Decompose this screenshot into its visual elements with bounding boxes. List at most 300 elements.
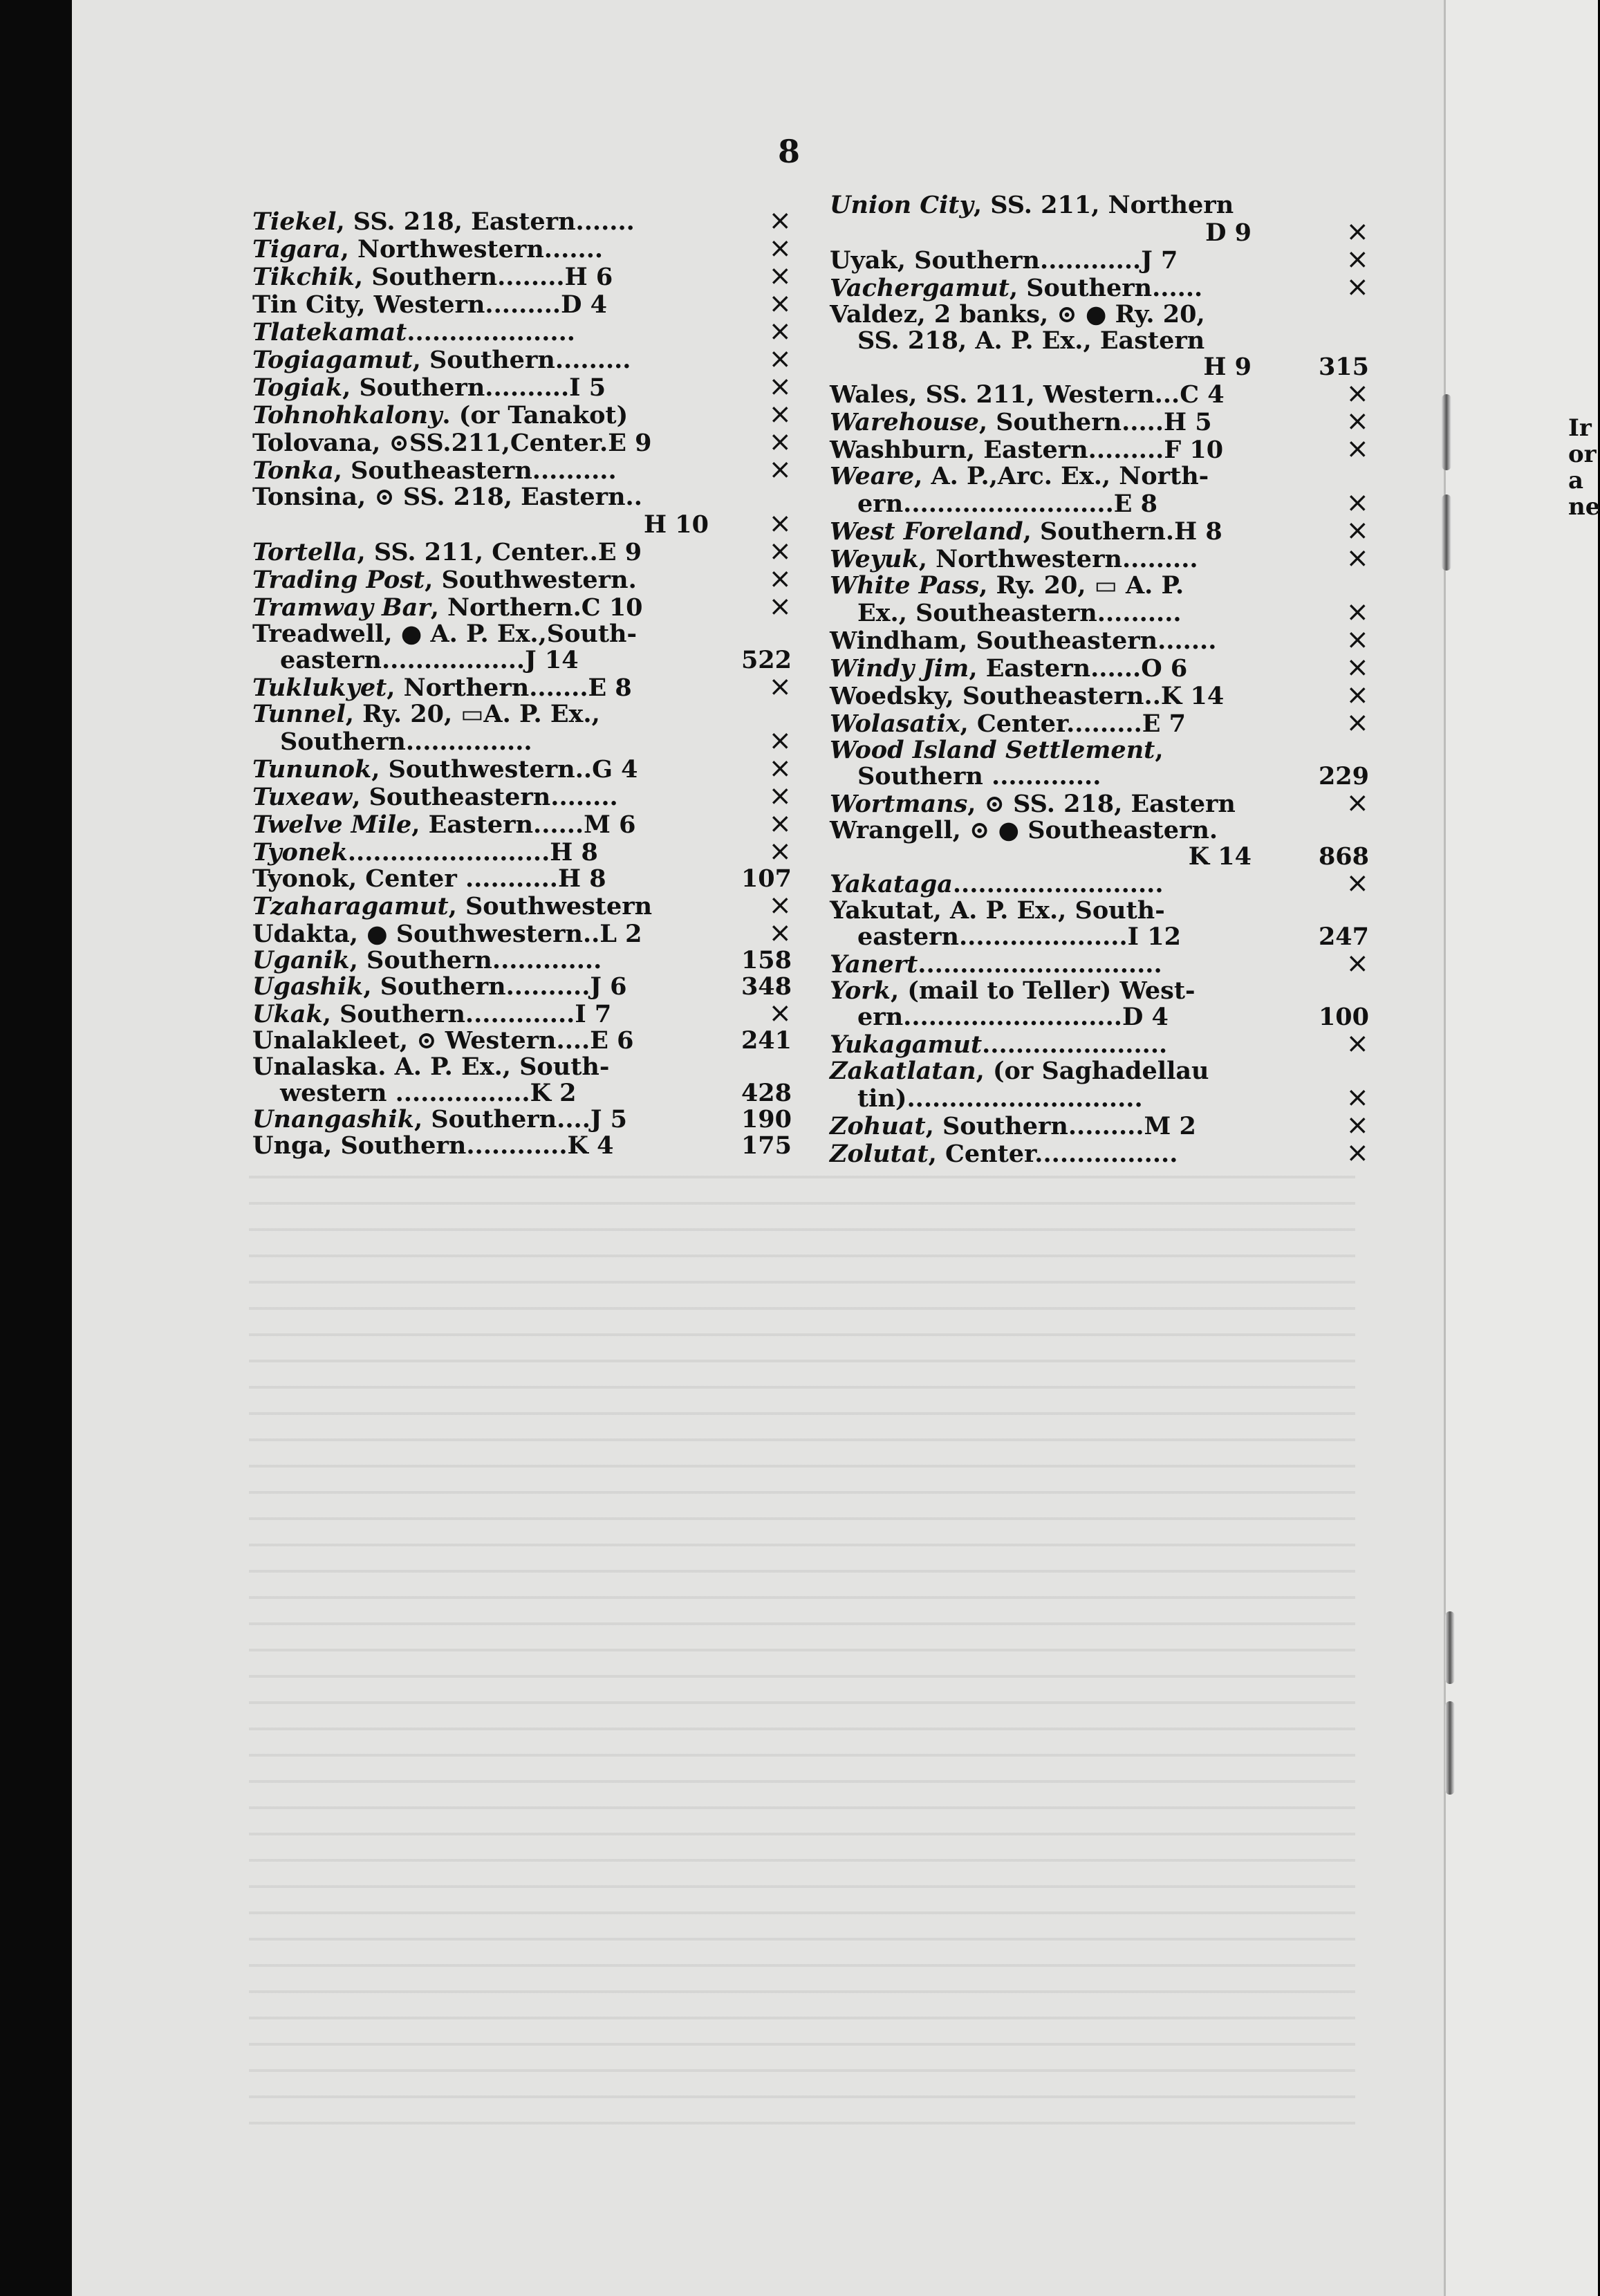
entry-text bbox=[252, 974, 709, 1000]
scan-left-border bbox=[0, 0, 72, 2296]
entry-line bbox=[830, 978, 1369, 1004]
entry-text bbox=[830, 382, 1252, 408]
entry-text bbox=[252, 621, 709, 647]
place-name: Zohuat bbox=[830, 1112, 926, 1140]
place-description: , Center.........E 7 bbox=[960, 710, 1186, 738]
entry-value bbox=[1252, 271, 1369, 303]
entry-text bbox=[830, 437, 1252, 463]
entry-value bbox=[1252, 243, 1369, 275]
entry-line bbox=[252, 315, 792, 347]
entry-continuation bbox=[830, 354, 1369, 380]
entry-text bbox=[830, 573, 1252, 599]
entry-text bbox=[252, 1054, 709, 1080]
place-name: Wrangell bbox=[830, 816, 953, 844]
entry-line bbox=[830, 737, 1369, 763]
cross-mark-icon: × bbox=[768, 780, 792, 812]
cross-mark-icon: × bbox=[1346, 515, 1369, 546]
place-description: , Center ...........H 8 bbox=[348, 864, 606, 893]
cross-mark-icon: × bbox=[768, 288, 792, 320]
entry-line bbox=[830, 433, 1369, 465]
cross-mark-icon: × bbox=[1346, 624, 1369, 656]
entry-text bbox=[830, 656, 1252, 682]
place-description: , SS. 211, Northern bbox=[973, 191, 1234, 219]
gazetteer-entry bbox=[252, 701, 792, 755]
place-description: , ● A. P. Ex.,South- bbox=[384, 620, 637, 648]
edge-letter: a bbox=[1568, 467, 1584, 494]
entry-value bbox=[1252, 867, 1369, 899]
gazetteer-entry bbox=[252, 232, 792, 264]
place-description: , bbox=[1155, 736, 1164, 764]
place-description: ......................... bbox=[952, 870, 1164, 898]
entry-text bbox=[252, 840, 709, 866]
gazetteer-entry bbox=[830, 302, 1369, 380]
entry-continuation bbox=[830, 596, 1369, 628]
entry-line bbox=[252, 1107, 792, 1133]
continuation-text: Southern............... bbox=[280, 728, 532, 756]
place-name: Yakataga bbox=[830, 870, 953, 898]
bleed-through-text bbox=[249, 1176, 1355, 2144]
place-description: , Eastern......M 6 bbox=[411, 811, 636, 839]
cross-mark-icon: × bbox=[1346, 679, 1369, 711]
cross-mark-icon: × bbox=[768, 671, 792, 703]
entry-line bbox=[252, 947, 792, 974]
cross-mark-icon: × bbox=[1346, 947, 1369, 979]
place-description: , ⊙SS.211,Center.E 9 bbox=[372, 429, 652, 457]
entry-text bbox=[252, 595, 709, 621]
place-name: Tununok bbox=[252, 755, 372, 784]
place-description: , Southern............J 7 bbox=[897, 246, 1178, 275]
entry-line bbox=[830, 573, 1369, 599]
entry-line bbox=[830, 651, 1369, 683]
entry-line bbox=[252, 232, 792, 264]
entry-line bbox=[830, 707, 1369, 739]
gazetteer-entry bbox=[252, 260, 792, 292]
entry-value: 107 bbox=[741, 864, 792, 893]
entry-line bbox=[830, 405, 1369, 437]
place-description: , Ry. 20, ▭A. P. Ex., bbox=[345, 700, 600, 728]
entry-value bbox=[709, 456, 792, 484]
entry-line bbox=[252, 835, 792, 867]
place-description: , SS. 211, Western...C 4 bbox=[909, 380, 1225, 409]
place-name: Tonka bbox=[252, 456, 334, 485]
place-description: , Southeastern....... bbox=[959, 627, 1217, 655]
entry-text bbox=[830, 628, 1252, 654]
entry-text bbox=[830, 952, 1252, 978]
place-name: Trading Post bbox=[252, 566, 425, 594]
entry-line bbox=[830, 1058, 1369, 1084]
place-name: Wales bbox=[830, 380, 909, 409]
gazetteer-entry bbox=[252, 315, 792, 347]
place-name: Weare bbox=[830, 462, 915, 490]
place-description: . (or Tanakot) bbox=[442, 401, 629, 429]
entry-text bbox=[252, 701, 709, 728]
place-name: Togiagamut bbox=[252, 346, 413, 374]
continuation-text: K 14 bbox=[1188, 842, 1252, 871]
entry-text bbox=[830, 817, 1252, 844]
entry-line bbox=[830, 542, 1369, 574]
entry-value bbox=[709, 343, 792, 375]
cross-mark-icon: × bbox=[768, 997, 792, 1029]
place-description: , Center................. bbox=[928, 1140, 1178, 1168]
entry-line bbox=[830, 1030, 1369, 1058]
gazetteer-entry bbox=[830, 1030, 1369, 1058]
entry-text bbox=[252, 402, 709, 429]
entry-text bbox=[830, 302, 1252, 328]
entry-text bbox=[830, 871, 1252, 898]
place-description: , Southwestern..G 4 bbox=[371, 755, 638, 784]
cross-mark-icon: × bbox=[768, 232, 792, 264]
place-name: Unangashik bbox=[252, 1105, 414, 1133]
gazetteer-entry bbox=[252, 889, 792, 921]
place-description: , Northern.C 10 bbox=[430, 593, 643, 622]
gazetteer-entry bbox=[252, 426, 792, 458]
continuation-text: ern.........................E 8 bbox=[857, 490, 1157, 518]
place-name: Wolasatix bbox=[830, 710, 960, 738]
place-name: Tunnel bbox=[252, 700, 346, 728]
gazetteer-entry bbox=[830, 433, 1369, 465]
cross-mark-icon: × bbox=[1346, 1028, 1369, 1059]
place-description: , Southeastern..K 14 bbox=[945, 682, 1225, 710]
place-name: York bbox=[830, 976, 891, 1005]
entry-value bbox=[1252, 405, 1369, 437]
continuation-text: Southern ............. bbox=[857, 762, 1101, 790]
entry-value bbox=[1252, 679, 1369, 711]
cross-mark-icon: × bbox=[768, 454, 792, 485]
cross-mark-icon: × bbox=[1346, 1137, 1369, 1169]
place-name: Weyuk bbox=[830, 545, 919, 573]
entry-text bbox=[830, 1113, 1252, 1140]
entry-line bbox=[252, 426, 792, 458]
cross-mark-icon: × bbox=[1346, 651, 1369, 683]
continuation-text: eastern.................J 14 bbox=[280, 646, 579, 674]
cross-mark-icon: × bbox=[768, 835, 792, 867]
cross-mark-icon: × bbox=[768, 808, 792, 840]
place-name: Valdez bbox=[830, 300, 918, 328]
place-name: Togiak bbox=[252, 373, 343, 402]
gazetteer-entry bbox=[252, 997, 792, 1029]
place-name: Tin City bbox=[252, 290, 357, 319]
cross-mark-icon: × bbox=[1346, 271, 1369, 303]
gazetteer-entry bbox=[252, 947, 792, 974]
continuation-text: SS. 218, A. P. Ex., Eastern bbox=[857, 326, 1205, 355]
place-description: , Southern.........M 2 bbox=[925, 1112, 1196, 1140]
entry-text bbox=[830, 711, 1252, 737]
cross-mark-icon: × bbox=[1346, 433, 1369, 465]
entry-line bbox=[252, 701, 792, 728]
entry-line bbox=[830, 192, 1369, 219]
entry-line bbox=[252, 780, 792, 812]
cross-mark-icon: × bbox=[768, 563, 792, 595]
entry-line bbox=[252, 535, 792, 567]
entry-value bbox=[1252, 596, 1369, 628]
gazetteer-entry bbox=[252, 917, 792, 949]
place-description: , Southern..........I 5 bbox=[342, 373, 606, 402]
entry-value bbox=[709, 808, 792, 840]
gazetteer-entry bbox=[252, 835, 792, 867]
staple-bottom-upper bbox=[1445, 1611, 1455, 1684]
entry-text bbox=[252, 866, 709, 892]
place-name: Uganik bbox=[252, 946, 350, 974]
entry-value bbox=[1252, 1109, 1369, 1141]
gazetteer-entry bbox=[252, 866, 792, 892]
entry-value bbox=[1252, 487, 1369, 519]
continuation-text: D 9 bbox=[1205, 219, 1252, 247]
entry-line bbox=[830, 679, 1369, 711]
place-description: , Northwestern......... bbox=[918, 545, 1198, 573]
gazetteer-entry bbox=[830, 192, 1369, 246]
place-name: Yukagamut bbox=[830, 1030, 983, 1059]
gazetteer-entry bbox=[830, 1109, 1369, 1141]
place-name: Wood Island Settlement bbox=[830, 736, 1155, 764]
entry-line bbox=[252, 398, 792, 430]
cross-mark-icon: × bbox=[768, 725, 792, 757]
entry-text bbox=[252, 209, 709, 235]
entry-text bbox=[252, 264, 709, 290]
entry-text bbox=[252, 1107, 709, 1133]
entry-line bbox=[830, 271, 1369, 303]
entry-value: 522 bbox=[741, 646, 792, 674]
place-description: , Southern......... bbox=[412, 346, 631, 374]
entry-continuation bbox=[830, 1004, 1369, 1030]
cross-mark-icon: × bbox=[768, 752, 792, 784]
place-description: , SS. 218, Eastern....... bbox=[336, 207, 635, 236]
edge-letter: ne bbox=[1568, 493, 1600, 521]
cross-mark-icon: × bbox=[1346, 487, 1369, 519]
continuation-text: tin)............................ bbox=[857, 1084, 1143, 1113]
place-name: Tortella bbox=[252, 538, 357, 566]
entry-value bbox=[709, 315, 792, 347]
entry-text bbox=[830, 409, 1252, 436]
entry-value bbox=[709, 997, 792, 1029]
place-name: Uyak bbox=[830, 246, 897, 275]
entry-line bbox=[252, 593, 792, 621]
staple-top-upper bbox=[1442, 394, 1451, 470]
gazetteer-entry bbox=[252, 974, 792, 1000]
place-name: Washburn bbox=[830, 436, 967, 464]
entry-line bbox=[830, 624, 1369, 656]
entry-line bbox=[252, 917, 792, 949]
entry-line bbox=[830, 1137, 1369, 1169]
entry-text bbox=[252, 237, 709, 263]
place-description: , 2 banks, ⊙ ● Ry. 20, bbox=[917, 300, 1205, 328]
gazetteer-entry bbox=[830, 1137, 1369, 1169]
place-name: West Foreland bbox=[830, 517, 1023, 546]
entry-continuation bbox=[252, 1080, 792, 1107]
gazetteer-entry bbox=[830, 573, 1369, 627]
place-description: , Ry. 20, ▭ A. P. bbox=[979, 571, 1184, 600]
entry-line bbox=[252, 671, 792, 703]
cross-mark-icon: × bbox=[768, 591, 792, 622]
entry-text bbox=[252, 458, 709, 484]
entry-line bbox=[830, 898, 1369, 924]
gazetteer-entry bbox=[252, 484, 792, 538]
place-description: , Southwestern. bbox=[425, 566, 637, 594]
place-name: Wortmans bbox=[830, 790, 968, 818]
place-name: Ukak bbox=[252, 1000, 323, 1028]
entry-value bbox=[709, 373, 792, 401]
entry-line bbox=[830, 243, 1369, 275]
place-name: Tlatekamat bbox=[252, 318, 407, 346]
cross-mark-icon: × bbox=[1346, 216, 1369, 248]
entry-value bbox=[709, 671, 792, 703]
cross-mark-icon: × bbox=[1346, 867, 1369, 899]
entry-text bbox=[830, 1058, 1252, 1084]
place-description: , Southern.H 8 bbox=[1023, 517, 1222, 546]
place-description: , Southern..........J 6 bbox=[363, 972, 627, 1001]
entry-value: 175 bbox=[741, 1131, 792, 1160]
entry-text bbox=[252, 894, 709, 920]
place-description: , ⊙ ● Southeastern. bbox=[952, 816, 1218, 844]
right-gazetteer-column bbox=[830, 192, 1369, 1167]
gazetteer-entry bbox=[252, 621, 792, 674]
place-description: ...................... bbox=[982, 1030, 1168, 1059]
entry-text bbox=[830, 1141, 1252, 1167]
cross-mark-icon: × bbox=[768, 260, 792, 292]
cross-mark-icon: × bbox=[768, 535, 792, 567]
place-description: , Eastern......O 6 bbox=[969, 654, 1188, 683]
entry-text bbox=[830, 275, 1252, 302]
edge-letter: Ir bbox=[1568, 414, 1592, 442]
place-description: , Southwestern bbox=[448, 892, 653, 920]
gazetteer-entry bbox=[252, 535, 792, 567]
gazetteer-entry bbox=[830, 405, 1369, 437]
gazetteer-entry bbox=[830, 1058, 1369, 1112]
entry-text bbox=[252, 812, 709, 838]
place-description: , A. P.,Arc. Ex., North- bbox=[914, 462, 1209, 490]
cross-mark-icon: × bbox=[768, 508, 792, 539]
gazetteer-entry bbox=[830, 271, 1369, 303]
entry-value: 428 bbox=[741, 1079, 792, 1107]
entry-value: 190 bbox=[741, 1105, 792, 1133]
entry-text bbox=[252, 430, 709, 456]
entry-line bbox=[252, 563, 792, 595]
place-description: , ⊙ Western....E 6 bbox=[399, 1026, 634, 1055]
entry-value bbox=[709, 426, 792, 458]
gazetteer-entry bbox=[252, 563, 792, 595]
place-description: . A. P. Ex., South- bbox=[378, 1053, 610, 1081]
entry-line bbox=[830, 947, 1369, 979]
entry-value bbox=[709, 563, 792, 595]
continuation-text: western ................K 2 bbox=[280, 1079, 577, 1107]
entry-continuation bbox=[830, 1084, 1369, 1112]
gazetteer-entry bbox=[830, 463, 1369, 517]
place-description: , ● Southwestern..L 2 bbox=[349, 920, 642, 948]
place-name: Windham bbox=[830, 627, 960, 655]
entry-value bbox=[1252, 947, 1369, 979]
next-page-edge bbox=[1444, 0, 1598, 2296]
entry-line bbox=[252, 456, 792, 484]
continuation-text: ern..........................D 4 bbox=[857, 1003, 1169, 1031]
entry-line bbox=[252, 621, 792, 647]
left-gazetteer-column bbox=[252, 207, 792, 1159]
gazetteer-entry bbox=[252, 1133, 792, 1159]
adjacent-page-fragment bbox=[1568, 415, 1600, 520]
place-description: , Northern.......E 8 bbox=[387, 674, 632, 702]
place-description: , Southern...... bbox=[1009, 274, 1203, 302]
place-description: , SS. 211, Center..E 9 bbox=[357, 538, 642, 566]
place-name: Tohnohkalony bbox=[252, 401, 443, 429]
entry-text bbox=[252, 757, 709, 783]
place-description: , Southern........H 6 bbox=[354, 263, 613, 291]
gazetteer-entry bbox=[830, 542, 1369, 574]
entry-line bbox=[252, 260, 792, 292]
place-description: , Eastern.........F 10 bbox=[966, 436, 1224, 464]
entry-text bbox=[252, 1001, 709, 1028]
entry-line bbox=[830, 463, 1369, 490]
gazetteer-entry bbox=[830, 517, 1369, 545]
entry-value bbox=[709, 232, 792, 264]
page-number: 8 bbox=[778, 133, 801, 170]
gazetteer-entry bbox=[830, 679, 1369, 711]
entry-value bbox=[709, 889, 792, 921]
entry-value bbox=[1252, 1084, 1369, 1112]
cross-mark-icon: × bbox=[1346, 542, 1369, 574]
entry-value bbox=[1252, 1137, 1369, 1169]
entry-line bbox=[252, 889, 792, 921]
place-description: , Western.........D 4 bbox=[357, 290, 607, 319]
entry-line bbox=[252, 290, 792, 318]
entry-continuation bbox=[252, 647, 792, 674]
gazetteer-entry bbox=[830, 624, 1369, 656]
gazetteer-entry bbox=[252, 207, 792, 235]
entry-line bbox=[252, 1133, 792, 1159]
entry-value bbox=[709, 398, 792, 430]
entry-value bbox=[709, 752, 792, 784]
gazetteer-entry bbox=[830, 978, 1369, 1030]
gazetteer-entry bbox=[252, 808, 792, 840]
entry-continuation bbox=[830, 844, 1369, 870]
entry-line bbox=[252, 343, 792, 375]
entry-continuation bbox=[830, 924, 1369, 950]
gazetteer-entry bbox=[252, 780, 792, 812]
entry-line bbox=[252, 974, 792, 1000]
place-description: , A. P. Ex., South- bbox=[933, 896, 1165, 925]
place-name: Windy Jim bbox=[830, 654, 969, 683]
entry-value bbox=[1252, 707, 1369, 739]
entry-value bbox=[709, 260, 792, 292]
entry-value bbox=[1252, 517, 1369, 545]
place-name: Unga bbox=[252, 1131, 324, 1160]
gazetteer-entry bbox=[830, 707, 1369, 739]
entry-line bbox=[252, 1028, 792, 1054]
entry-value bbox=[1252, 216, 1369, 248]
cross-mark-icon: × bbox=[1346, 243, 1369, 275]
entry-text bbox=[252, 347, 709, 373]
place-name: Vachergamut bbox=[830, 274, 1010, 302]
entry-line bbox=[252, 207, 792, 235]
entry-value bbox=[1252, 787, 1369, 819]
entry-text bbox=[830, 898, 1252, 924]
gazetteer-entry bbox=[830, 867, 1369, 899]
gazetteer-entry bbox=[252, 373, 792, 401]
entry-value: 229 bbox=[1318, 762, 1369, 790]
place-name: Tuxeaw bbox=[252, 783, 353, 811]
entry-value bbox=[1252, 1030, 1369, 1058]
entry-line bbox=[252, 373, 792, 401]
gazetteer-entry bbox=[252, 593, 792, 621]
cross-mark-icon: × bbox=[1346, 378, 1369, 409]
entry-text bbox=[252, 375, 709, 401]
cross-mark-icon: × bbox=[768, 343, 792, 375]
gazetteer-entry bbox=[252, 343, 792, 375]
entry-value bbox=[709, 510, 792, 538]
entry-value: 868 bbox=[1318, 842, 1369, 871]
entry-text bbox=[830, 978, 1252, 1004]
place-name: Zolutat bbox=[830, 1140, 929, 1168]
gazetteer-entry bbox=[252, 398, 792, 430]
entry-line bbox=[830, 817, 1369, 844]
gazetteer-entry bbox=[830, 651, 1369, 683]
